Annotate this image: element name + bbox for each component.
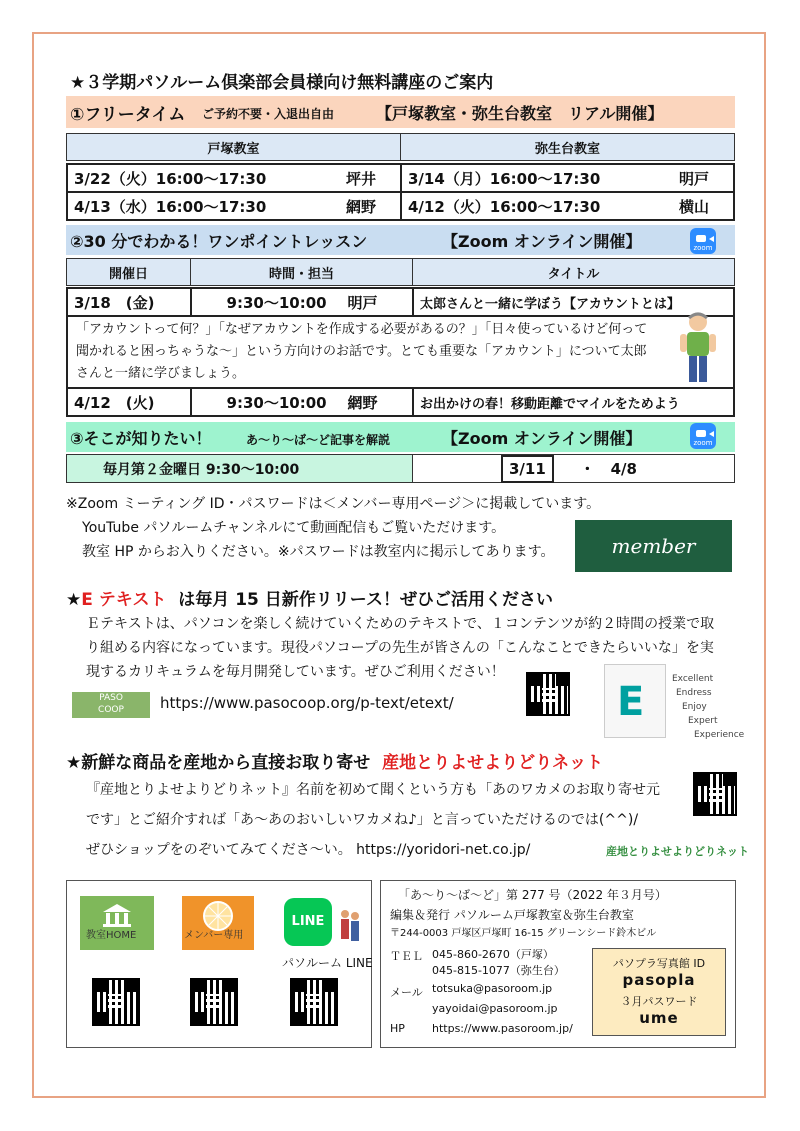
col-date: 開催日 bbox=[67, 259, 191, 286]
col-title: タイトル bbox=[413, 259, 735, 286]
etext-book-cover: E bbox=[604, 664, 666, 738]
zoom-icon: zoom bbox=[690, 423, 716, 449]
table-row: 4/12（火）16:00～17:30 横山 bbox=[401, 192, 734, 220]
mail-yayoidai-link[interactable]: yayoidai@pasoroom.jp bbox=[432, 1002, 558, 1015]
zoom-icon: zoom bbox=[690, 228, 716, 254]
home-button[interactable]: 教室HOME bbox=[80, 896, 154, 950]
etext-qr-code[interactable] bbox=[526, 672, 570, 716]
etext-p2: り組める内容になっています。現役パソコープの先生が皆さんの「こんなことできたらいいな」を実 bbox=[86, 640, 714, 656]
col-time: 時間・担当 bbox=[191, 259, 413, 286]
member-qr-code[interactable] bbox=[190, 978, 238, 1026]
sec3-table bbox=[66, 454, 735, 483]
tel-yayoidai: 045-815-1077（弥生台） bbox=[432, 964, 565, 977]
member-only-button[interactable]: メンバー専用 bbox=[182, 896, 254, 950]
publisher: 編集＆発行 パソルーム戸塚教室＆弥生台教室 bbox=[390, 908, 634, 922]
hp-label: HP bbox=[390, 1022, 405, 1035]
note-line-2: YouTube パソルームチャンネルにて動画配信もご覧いただけます。 bbox=[82, 520, 506, 536]
issue-number: 「あ～り～ば～ど」第 277 号（2022 年３月号） bbox=[398, 888, 667, 902]
table-row: 4/13（水）16:00～17:30 網野 bbox=[67, 192, 401, 220]
sanchi-p3: ぜひショップをのぞいてみてくださ～い。 https://yoridori-net.co.jp/ bbox=[86, 842, 531, 858]
table-row: 3/22（火）16:00～17:30 坪井 bbox=[67, 164, 401, 192]
people-icon bbox=[338, 908, 362, 948]
sec1-table bbox=[66, 133, 735, 161]
row1-description: 「アカウントって何？」「なぜアカウントを作成する必要があるの？」「日々使っているけど何って 聞かれると困っちゃうな～」という方向けのお話です。とても重要な「アカウント」について太郎 さんと一緒に学びましょう。 bbox=[67, 316, 734, 388]
home-qr-code[interactable] bbox=[92, 978, 140, 1026]
sec3-schedule: 毎月第２金曜日 9:30～10:00 bbox=[67, 455, 413, 483]
sec3-dates: 3/11 ・ 4/8 bbox=[413, 455, 735, 483]
etext-heading: ★E テキスト は毎月 15 日新作リリース！ぜひご活用ください bbox=[66, 590, 553, 610]
sec2-venue: 【Zoom オンライン開催】 bbox=[442, 232, 642, 251]
table-row: 3/14（月）16:00～17:30 明戸 bbox=[401, 164, 734, 192]
etext-p1: Ｅテキストは、パソコンを楽しく続けていくためのテキストで、１コンテンツが約２時間の授業で取 bbox=[86, 616, 715, 632]
sec1-sub: ご予約不要・入退出自由 bbox=[202, 107, 335, 121]
sec1-venue: 【戸塚教室・弥生台教室 リアル開催】 bbox=[376, 104, 664, 123]
sec3-sub: あ～り～ば～ど記事を解説 bbox=[246, 433, 391, 447]
sec1-title: ①フリータイム bbox=[70, 105, 186, 125]
sec1-schedule bbox=[66, 163, 735, 221]
sanchi-p2: です」とご紹介すれば「あ～あのおいしいワカメね♪」と言っていただけるのでは(^^)/ bbox=[86, 812, 639, 828]
note-line-1: ※Zoom ミーティング ID・パスワードは＜メンバー専用ページ＞に掲載しています。 bbox=[66, 496, 601, 512]
photo-id-box: パソプラ写真館 ID pasopla ３月パスワード ume bbox=[592, 948, 726, 1036]
tel-totsuka: 045-860-2670（戸塚） bbox=[432, 948, 554, 961]
page-title: ★３学期パソルーム倶楽部会員様向け無料講座のご案内 bbox=[70, 73, 494, 93]
sec3-title: ③そこが知りたい！ bbox=[70, 429, 212, 448]
sec1-band bbox=[66, 96, 735, 128]
taro-person-icon bbox=[676, 310, 720, 386]
sec3-venue: 【Zoom オンライン開催】 bbox=[442, 429, 642, 448]
mail-totsuka-link[interactable]: totsuka@pasoroom.jp bbox=[432, 982, 553, 995]
sec3-band bbox=[66, 422, 735, 452]
etext-words: Excellent Endress Enjoy Expert Experience bbox=[672, 674, 745, 740]
row1-title: 太郎さんと一緒に学ぼう【アカウントとは】 bbox=[413, 288, 734, 316]
etext-p3: 現するカリキュラムを毎月開発しています。ぜひご利用ください！ bbox=[86, 664, 505, 680]
hp-link[interactable]: https://www.pasoroom.jp/ bbox=[432, 1022, 573, 1035]
row2-date: 4/12 (火) bbox=[67, 388, 191, 416]
sanchi-heading: ★新鮮な商品を産地から直接お取り寄せ 産地とりよせよりどりネット bbox=[66, 753, 604, 773]
col-totsuka: 戸塚教室 bbox=[67, 134, 401, 161]
sec2-rows bbox=[66, 287, 735, 417]
row1-date: 3/18 (金) bbox=[67, 288, 191, 316]
row2-title: お出かけの春！移動距離でマイルをためよう bbox=[413, 388, 734, 416]
sec2-band bbox=[66, 225, 735, 255]
pasocoop-logo: PASO COOP bbox=[72, 692, 150, 718]
building-icon bbox=[102, 902, 132, 928]
note-line-3: 教室 HP からお入りください。※パスワードは教室内に掲示してあります。 bbox=[82, 544, 555, 560]
yoridori-logo: 産地とりよせよりどりネット bbox=[606, 845, 749, 858]
line-button[interactable]: LINE bbox=[284, 898, 332, 946]
row2-time: 9:30～10:00 網野 bbox=[191, 388, 413, 416]
line-qr-code[interactable] bbox=[290, 978, 338, 1026]
col-yayoidai: 弥生台教室 bbox=[401, 134, 735, 161]
address: 〒244-0003 戸塚区戸塚町 16-15 グリーンシード鈴木ビル bbox=[390, 928, 657, 939]
sanchi-qr-code[interactable] bbox=[693, 772, 737, 816]
member-button[interactable]: member bbox=[575, 520, 732, 572]
sanchi-p1: 『産地とりよせよりどりネット』名前を初めて聞くという方も「あのワカメのお取り寄せ元 bbox=[86, 782, 660, 798]
etext-url-link[interactable]: https://www.pasocoop.org/p-text/etext/ bbox=[160, 694, 454, 712]
row1-time: 9:30～10:00 明戸 bbox=[191, 288, 413, 316]
sec2-table bbox=[66, 258, 735, 286]
mail-label: メール bbox=[390, 986, 423, 999]
line-label: パソルーム LINE bbox=[282, 956, 373, 970]
tel-label: ＴＥＬ bbox=[390, 950, 423, 963]
sec2-title: ②30 分でわかる！ワンポイントレッスン bbox=[70, 232, 368, 251]
